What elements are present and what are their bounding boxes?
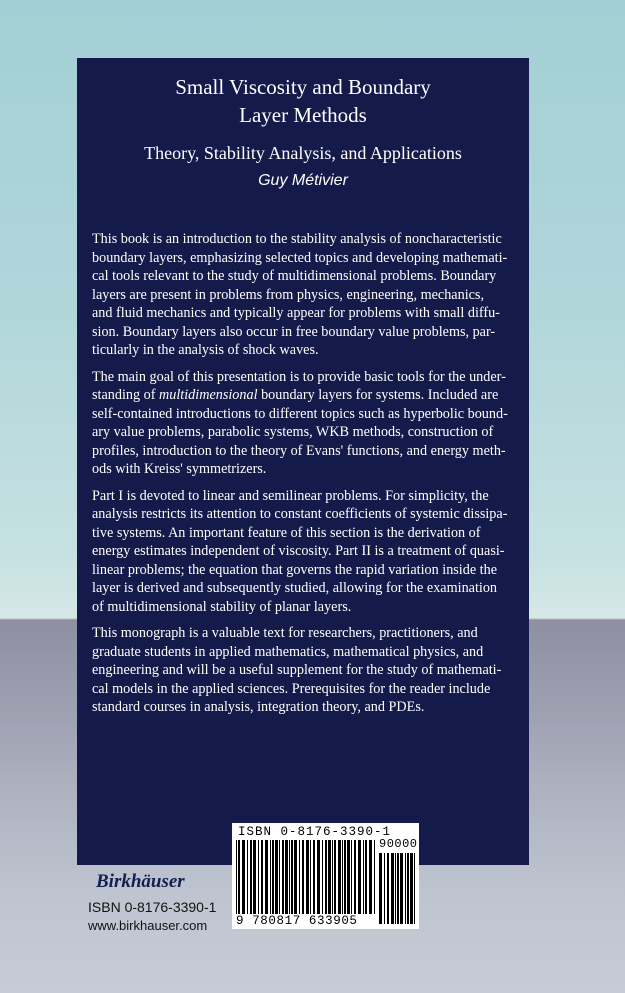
barcode-bar bbox=[405, 853, 406, 924]
blurb-line: tive systems. An important feature of this section is the derivation of bbox=[92, 524, 481, 541]
barcode-bar bbox=[282, 840, 284, 914]
back-cover-panel bbox=[77, 58, 529, 865]
barcode-bar bbox=[242, 840, 245, 914]
barcode-isbn-text: ISBN 0-8176-3390-1 bbox=[238, 825, 392, 839]
book-title-line-2: Layer Methods bbox=[239, 103, 367, 127]
emphasis-multidimensional: multidimensional bbox=[159, 387, 258, 403]
barcode-bar bbox=[250, 840, 252, 914]
barcode-bar bbox=[397, 853, 399, 924]
blurb-paragraph-2 bbox=[92, 368, 520, 479]
barcode-bar bbox=[363, 840, 364, 914]
barcode-bar bbox=[374, 840, 375, 914]
barcode-bar bbox=[325, 840, 327, 914]
blurb-line: of multidimensional stability of planar layers. bbox=[92, 598, 352, 615]
blurb-line: linear problems; the equation that governs the rapid variation inside the bbox=[92, 561, 498, 578]
barcode-bar bbox=[253, 840, 256, 914]
barcode-bar bbox=[414, 853, 415, 924]
barcode-bar bbox=[358, 840, 361, 914]
barcode-bar bbox=[379, 853, 382, 924]
barcode-bar bbox=[313, 840, 315, 914]
ean-barcode-bars bbox=[236, 840, 376, 914]
barcode-bar bbox=[342, 840, 343, 914]
barcode-bar bbox=[270, 840, 271, 914]
barcode-bar bbox=[410, 853, 413, 924]
ean-digits: 9 780817 633905 bbox=[236, 914, 358, 928]
barcode-bar bbox=[275, 840, 278, 914]
barcode-bar bbox=[391, 853, 394, 924]
barcode-bar bbox=[261, 840, 263, 914]
barcode-bar bbox=[400, 853, 403, 924]
barcode-bar bbox=[351, 840, 352, 914]
publisher-logo: Birkhäuser bbox=[96, 871, 185, 892]
blurb-line bbox=[92, 386, 520, 405]
blurb-line: engineering and will be a useful supplement for the study of mathemati- bbox=[92, 662, 502, 678]
isbn-line: ISBN 0-8176-3390-1 bbox=[88, 899, 217, 915]
barcode-bar bbox=[265, 840, 268, 914]
blurb-paragraph-1 bbox=[92, 230, 520, 360]
barcode-bar bbox=[395, 853, 396, 924]
blurb-line: self-contained introductions to different topics such as hyperbolic bound- bbox=[92, 405, 508, 422]
book-title-line-1: Small Viscosity and Boundary bbox=[175, 75, 431, 99]
blurb-line: analysis restricts its attention to constant coefficients of systemic dissipa- bbox=[92, 506, 508, 522]
barcode-bar bbox=[344, 840, 346, 914]
publisher-url: www.birkhauser.com bbox=[88, 918, 208, 933]
barcode-bar bbox=[347, 840, 350, 914]
barcode-bar bbox=[354, 840, 356, 914]
blurb-line: This book is an introduction to the stability analysis of noncharacteristic bbox=[92, 231, 502, 247]
blurb-line: The main goal of this presentation is to provide basic tools for the under- bbox=[92, 368, 506, 385]
barcode-bar bbox=[299, 840, 300, 914]
blurb-line: layers are present in problems from physics, engineering, mechanics, bbox=[92, 286, 484, 303]
barcode-bar bbox=[317, 840, 320, 914]
price-code-digits: 90000 bbox=[379, 837, 418, 851]
barcode-bar bbox=[285, 840, 288, 914]
barcode-bar bbox=[387, 853, 389, 924]
barcode-bar bbox=[322, 840, 323, 914]
blurb-paragraph-3 bbox=[92, 487, 520, 617]
barcode-bar bbox=[306, 840, 309, 914]
barcode-bar bbox=[289, 840, 290, 914]
barcode-bar bbox=[328, 840, 331, 914]
barcode-bar bbox=[294, 840, 297, 914]
author-name: Guy Métivier bbox=[258, 172, 348, 189]
barcode-bar bbox=[291, 840, 293, 914]
barcode-bar bbox=[407, 853, 409, 924]
barcode-bar bbox=[369, 840, 372, 914]
blurb-line: cal models in the applied sciences. Prerequisites for the reader include bbox=[92, 680, 491, 697]
barcode-bar bbox=[338, 840, 341, 914]
blurb-line: profiles, introduction to the theory of Evans' functions, and energy meth- bbox=[92, 442, 506, 459]
barcode-bar bbox=[302, 840, 304, 914]
barcode-bar bbox=[238, 840, 240, 914]
barcode-bar bbox=[384, 853, 385, 924]
barcode-label bbox=[232, 823, 419, 929]
book-subtitle: Theory, Stability Analysis, and Applications bbox=[144, 143, 462, 163]
blurb-paragraph-4 bbox=[92, 624, 520, 717]
price-addon-barcode-bars bbox=[379, 853, 415, 924]
barcode-bar bbox=[332, 840, 333, 914]
blurb-line: boundary layers, emphasizing selected topics and developing mathemati- bbox=[92, 249, 508, 266]
barcode-bar bbox=[334, 840, 336, 914]
blurb-line: energy estimates independent of viscosity. Part II is a treatment of quasi- bbox=[92, 543, 505, 559]
barcode-bar bbox=[236, 840, 237, 914]
blurb-line: standard courses in analysis, integration theory, and PDEs. bbox=[92, 699, 425, 715]
barcode-bar bbox=[272, 840, 274, 914]
barcode-bar bbox=[310, 840, 311, 914]
blurb-line: cal tools relevant to the study of multidimensional problems. Boundary bbox=[92, 268, 497, 284]
blurb-line: layer is derived and subsequently studied, allowing for the examination bbox=[92, 580, 498, 596]
blurb-line: Part I is devoted to linear and semilinear problems. For simplicity, the bbox=[92, 487, 489, 504]
blurb-line: ary value problems, parabolic systems, WKB methods, construction of bbox=[92, 424, 494, 440]
blurb-line: ods with Kreiss' symmetrizers. bbox=[92, 461, 267, 477]
blurb-line: graduate students in applied mathematics, mathematical physics, and bbox=[92, 643, 484, 660]
barcode-bar bbox=[247, 840, 248, 914]
blurb-fragment: standing of bbox=[92, 387, 159, 403]
blurb-line: and fluid mechanics and typically appear for problems with small diffu- bbox=[92, 305, 500, 321]
blurb-line: ticularly in the analysis of shock waves. bbox=[92, 342, 319, 358]
blurb-fragment: boundary layers for systems. Included are bbox=[257, 387, 499, 403]
barcode-bar bbox=[279, 840, 280, 914]
blurb-line: This monograph is a valuable text for researchers, practitioners, and bbox=[92, 625, 478, 641]
barcode-bar bbox=[365, 840, 367, 914]
barcode-bar bbox=[258, 840, 259, 914]
blurb-text bbox=[92, 230, 520, 725]
blurb-line: sion. Boundary layers also occur in free boundary value problems, par- bbox=[92, 323, 496, 340]
